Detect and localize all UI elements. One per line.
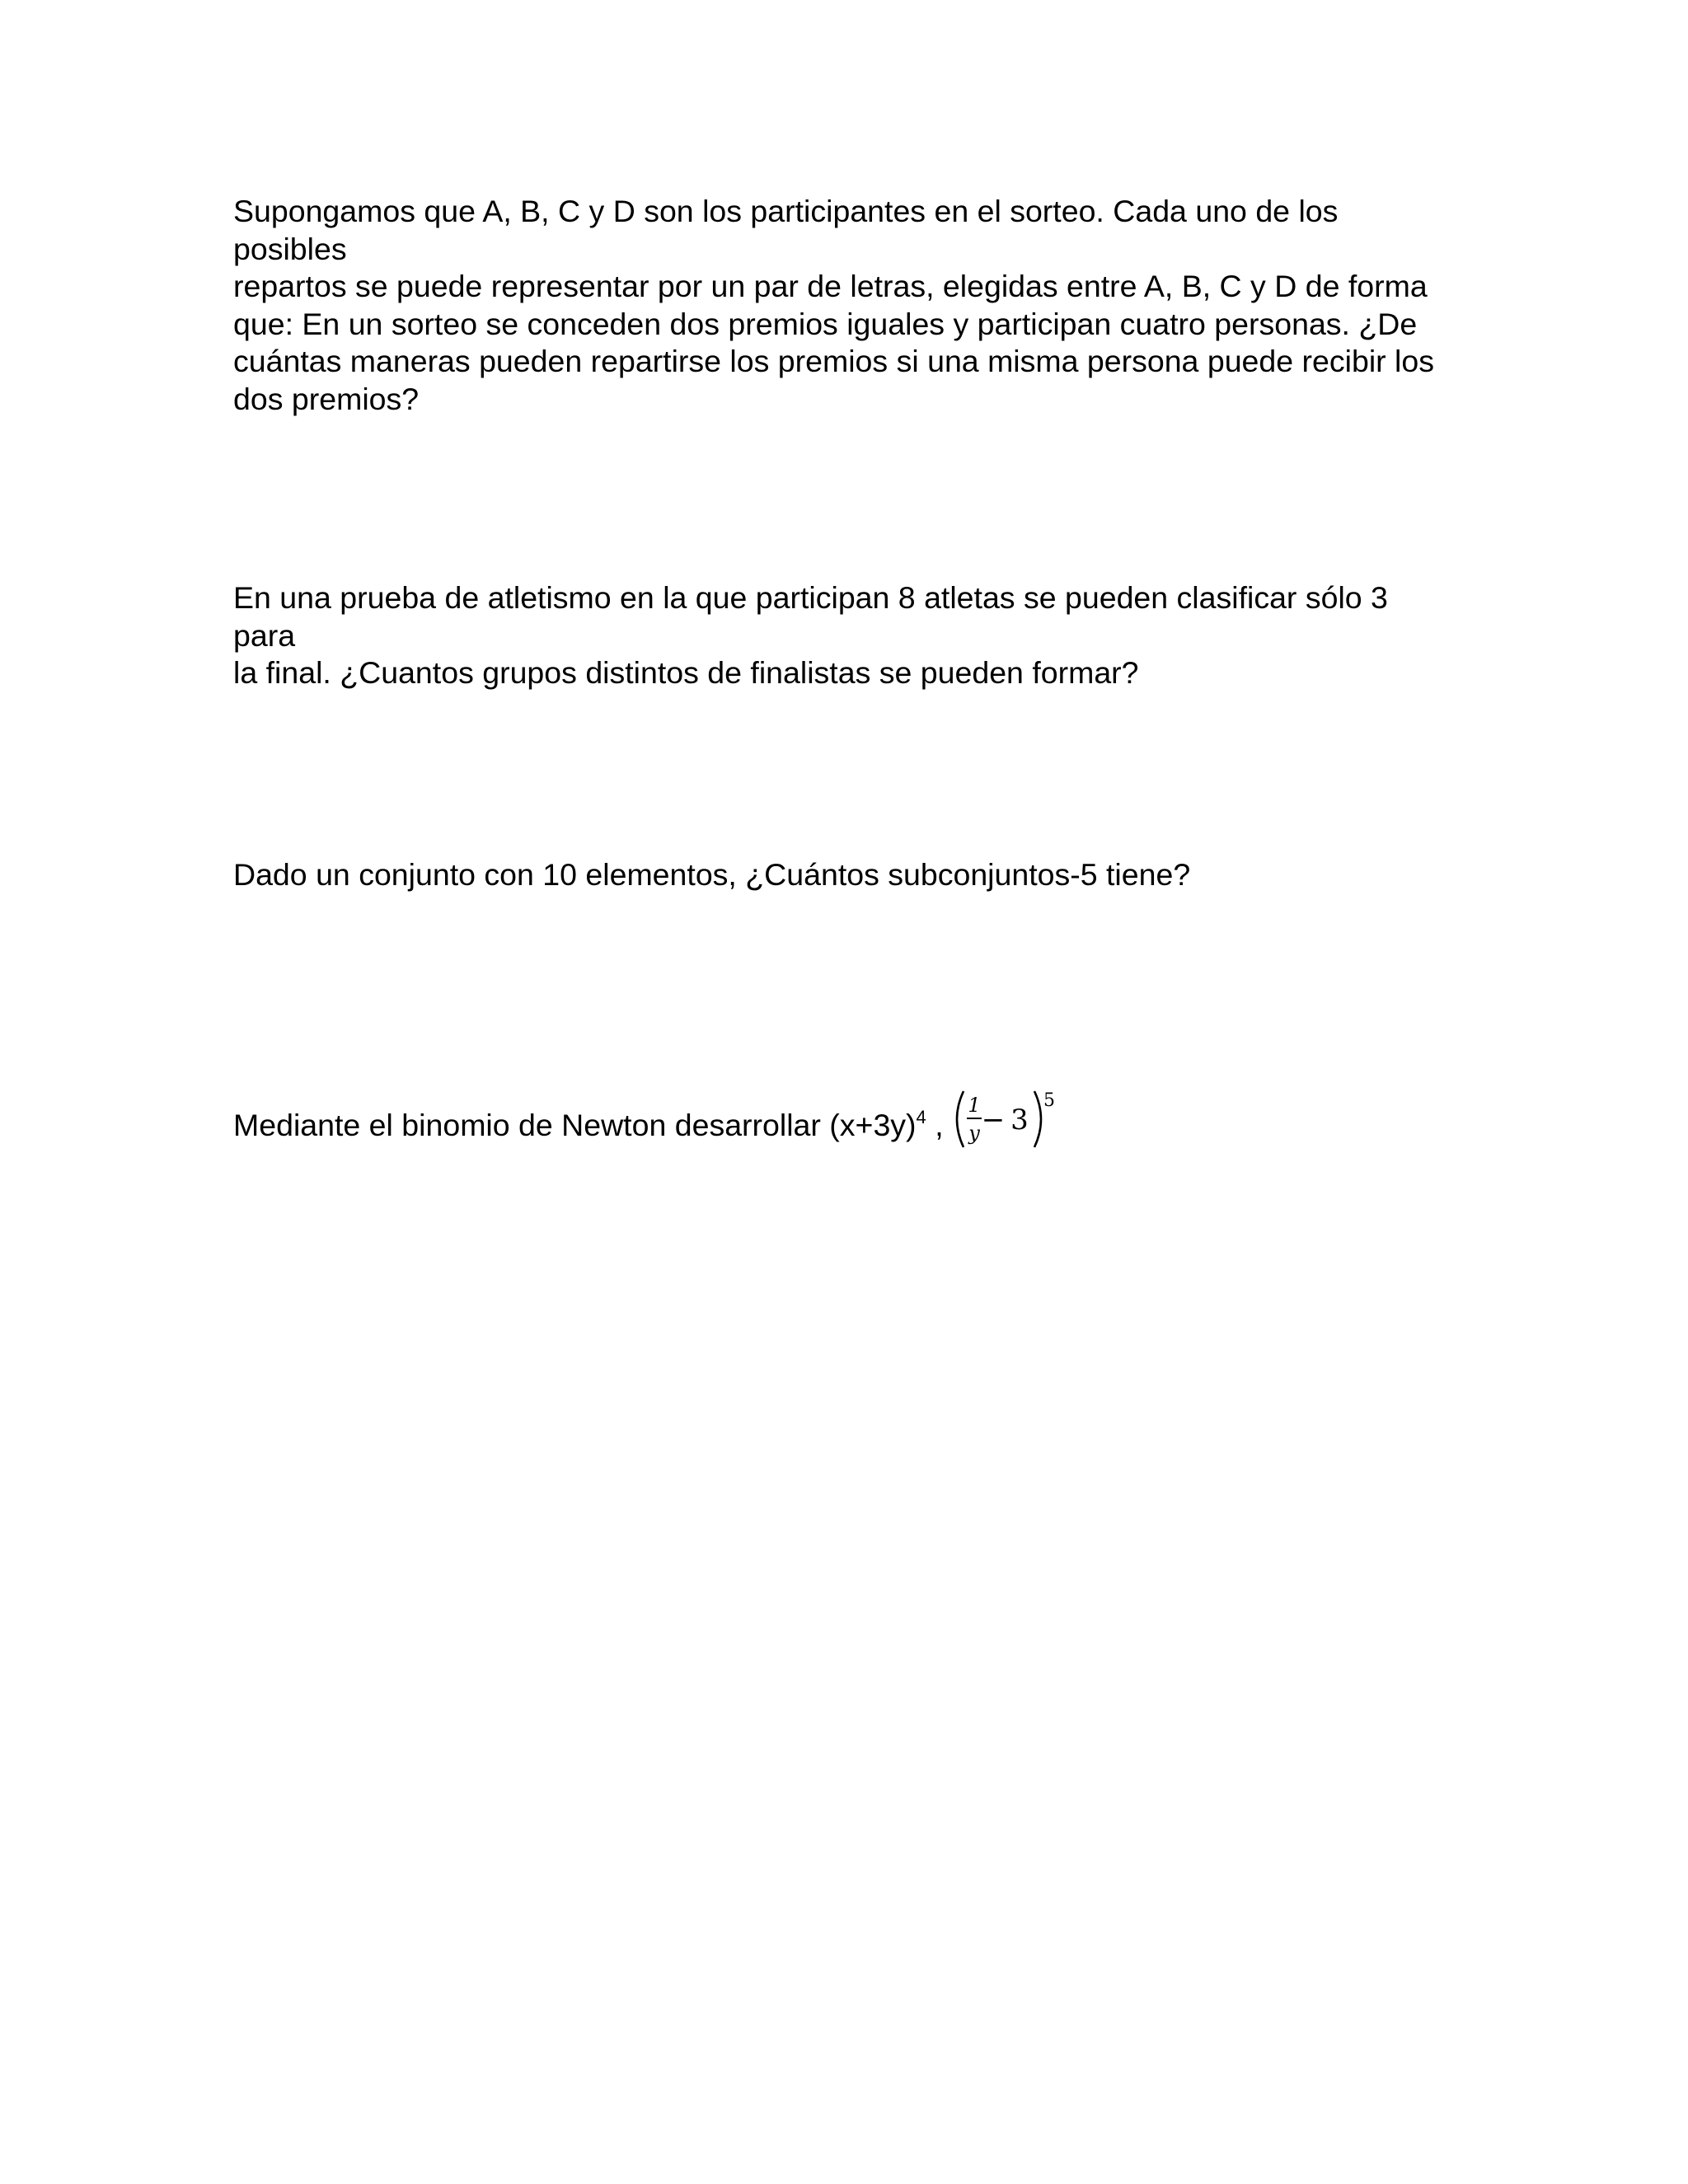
problem-4-text [233,1090,1453,1159]
minus-operator: − [981,1104,1006,1137]
problem-2-text: En una prueba de atletismo en la que participan 8 atletas se pueden clasificar sólo 3 para la final. ¿Cuantos grupos distintos de finalistas se pueden formar? [233,580,1388,690]
constant-three: 3 [1010,1104,1029,1137]
fraction-denominator: y [968,1122,980,1145]
binomial-2-exponent: 5 [1043,1090,1056,1111]
binomial-1-exponent: 4 [916,1106,926,1127]
problem-1-text: Supongamos que A, B, C y D son los participantes en el sorteo. Cada uno de los posibles repartos se puede representar por un par de letras, elegidas entre A, B, C y D de forma que: En un sorteo se conceden dos premios iguales y participan cuatro personas. ¿De cuántas maneras pueden repartirse los premios si una misma persona puede recibir los dos premios? [233,194,1434,416]
formula-separator: , [926,1107,944,1142]
fraction-numerator: 1 [968,1094,981,1117]
left-parenthesis [957,1091,964,1147]
binomial-2-formula [952,1088,1059,1151]
problem-3-text: Dado un conjunto con 10 elementos, ¿Cuántos subconjuntos-5 tiene? [233,857,1191,892]
problem-4-lead-text: Mediante el binomio de Newton desarrollar (x+3y) [233,1107,917,1142]
right-parenthesis [1034,1091,1041,1147]
